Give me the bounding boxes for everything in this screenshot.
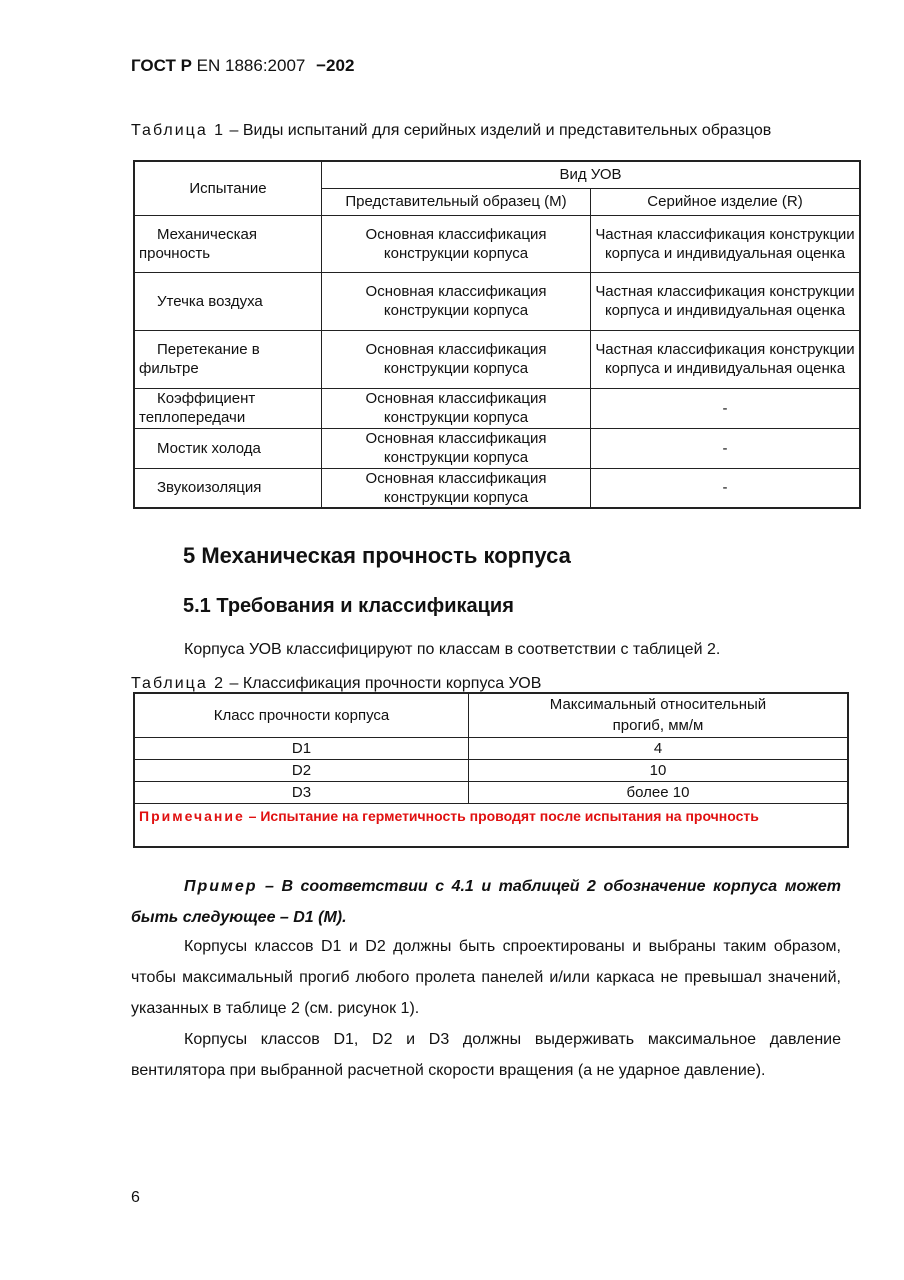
table1-cell-r: Частная классификация конструкции корпуса и индивидуальная оценка bbox=[591, 330, 861, 388]
table1-cell-test: Коэффициент теплопередачи bbox=[134, 388, 322, 428]
example-text: – В соответствии с 4.1 и таблицей 2 обозначение корпуса может быть следующее – D1 (M). bbox=[131, 878, 841, 926]
table2-cell-class: D2 bbox=[134, 759, 469, 781]
table1-cell-r: - bbox=[591, 428, 861, 468]
table1-cell-r: Частная классификация конструкции корпуса и индивидуальная оценка bbox=[591, 272, 861, 330]
subsection-title: 5.1 Требования и классификация bbox=[183, 595, 514, 617]
table2-header-row bbox=[134, 693, 848, 737]
table1-cell-r: Частная классификация конструкции корпуса и индивидуальная оценка bbox=[591, 215, 861, 272]
table-row bbox=[134, 388, 860, 428]
table1-cell-m: Основная классификация конструкции корпуса bbox=[322, 215, 591, 272]
table2-cell-class: D3 bbox=[134, 781, 469, 803]
table-row bbox=[134, 215, 860, 272]
table2-header-deflection: Максимальный относительный прогиб, мм/м bbox=[469, 693, 849, 737]
table1 bbox=[133, 160, 861, 509]
example-paragraph bbox=[131, 871, 841, 933]
table1-caption bbox=[131, 121, 851, 140]
table-row bbox=[134, 272, 860, 330]
table1-caption-label: Таблица 1 bbox=[131, 122, 226, 139]
table1-cell-m: Основная классификация конструкции корпуса bbox=[322, 330, 591, 388]
gost-label: ГОСТ Р bbox=[131, 56, 192, 75]
table2-caption bbox=[131, 674, 541, 693]
table-row bbox=[134, 330, 860, 388]
table2 bbox=[133, 692, 849, 848]
standard-code: EN 1886:2007 bbox=[196, 56, 306, 75]
table2-cell-value: 10 bbox=[469, 759, 849, 781]
table-row bbox=[134, 781, 848, 803]
table2-caption-label: Таблица 2 bbox=[131, 675, 226, 692]
table1-cell-m: Основная классификация конструкции корпуса bbox=[322, 272, 591, 330]
table1-cell-m: Основная классификация конструкции корпуса bbox=[322, 388, 591, 428]
example-label: Пример bbox=[184, 878, 258, 895]
document-header bbox=[131, 56, 354, 76]
table1-cell-test: Механическая прочность bbox=[134, 215, 322, 272]
table2-note-row bbox=[134, 803, 848, 847]
table1-cell-r: - bbox=[591, 468, 861, 508]
table1-cell-m: Основная классификация конструкции корпуса bbox=[322, 468, 591, 508]
table1-header-test: Испытание bbox=[134, 161, 322, 215]
table1-cell-test: Перетекание в фильтре bbox=[134, 330, 322, 388]
table2-header-class: Класс прочности корпуса bbox=[134, 693, 469, 737]
table2-caption-text: – Классификация прочности корпуса УОВ bbox=[225, 675, 542, 692]
table2-cell-class: D1 bbox=[134, 737, 469, 759]
section-intro: Корпуса УОВ классифицируют по классам в соответствии с таблицей 2. bbox=[184, 641, 721, 658]
table2-cell-value: 4 bbox=[469, 737, 849, 759]
table1-cell-test: Утечка воздуха bbox=[134, 272, 322, 330]
body-paragraph: Корпусы классов D1 и D2 должны быть спроектированы и выбраны таким образом, чтобы максимальный прогиб любого пролета панелей и/или каркаса не превышал значений, указанных в таблице 2 (см. рисунок 1). bbox=[131, 938, 841, 1017]
table2-note bbox=[134, 803, 848, 847]
table-row bbox=[134, 428, 860, 468]
note-text: – Испытание на герметичность проводят после испытания на прочность bbox=[244, 807, 759, 824]
table1-cell-test: Звукоизоляция bbox=[134, 468, 322, 508]
section-title: 5 Механическая прочность корпуса bbox=[183, 543, 571, 568]
standard-suffix: −202 bbox=[316, 56, 355, 75]
table1-caption-text: – Виды испытаний для серийных изделий и представительных образцов bbox=[225, 122, 772, 139]
table2-cell-value: более 10 bbox=[469, 781, 849, 803]
table1-cell-r: - bbox=[591, 388, 861, 428]
table1-header-m: Представительный образец (M) bbox=[322, 188, 591, 215]
table1-header-group: Вид УОВ bbox=[322, 161, 861, 188]
table-row bbox=[134, 759, 848, 781]
note-label: Примечание bbox=[139, 807, 245, 824]
table-row bbox=[134, 468, 860, 508]
table1-cell-test: Мостик холода bbox=[134, 428, 322, 468]
table-row bbox=[134, 737, 848, 759]
body-paragraph: Корпусы классов D1, D2 и D3 должны выдерживать максимальное давление вентилятора при выбранной расчетной скорости вращения (а не ударное давление). bbox=[131, 1031, 841, 1079]
table1-cell-m: Основная классификация конструкции корпуса bbox=[322, 428, 591, 468]
page-number: 6 bbox=[131, 1189, 140, 1206]
table1-header-row bbox=[134, 161, 860, 188]
table1-header-r: Серийное изделие (R) bbox=[591, 188, 861, 215]
